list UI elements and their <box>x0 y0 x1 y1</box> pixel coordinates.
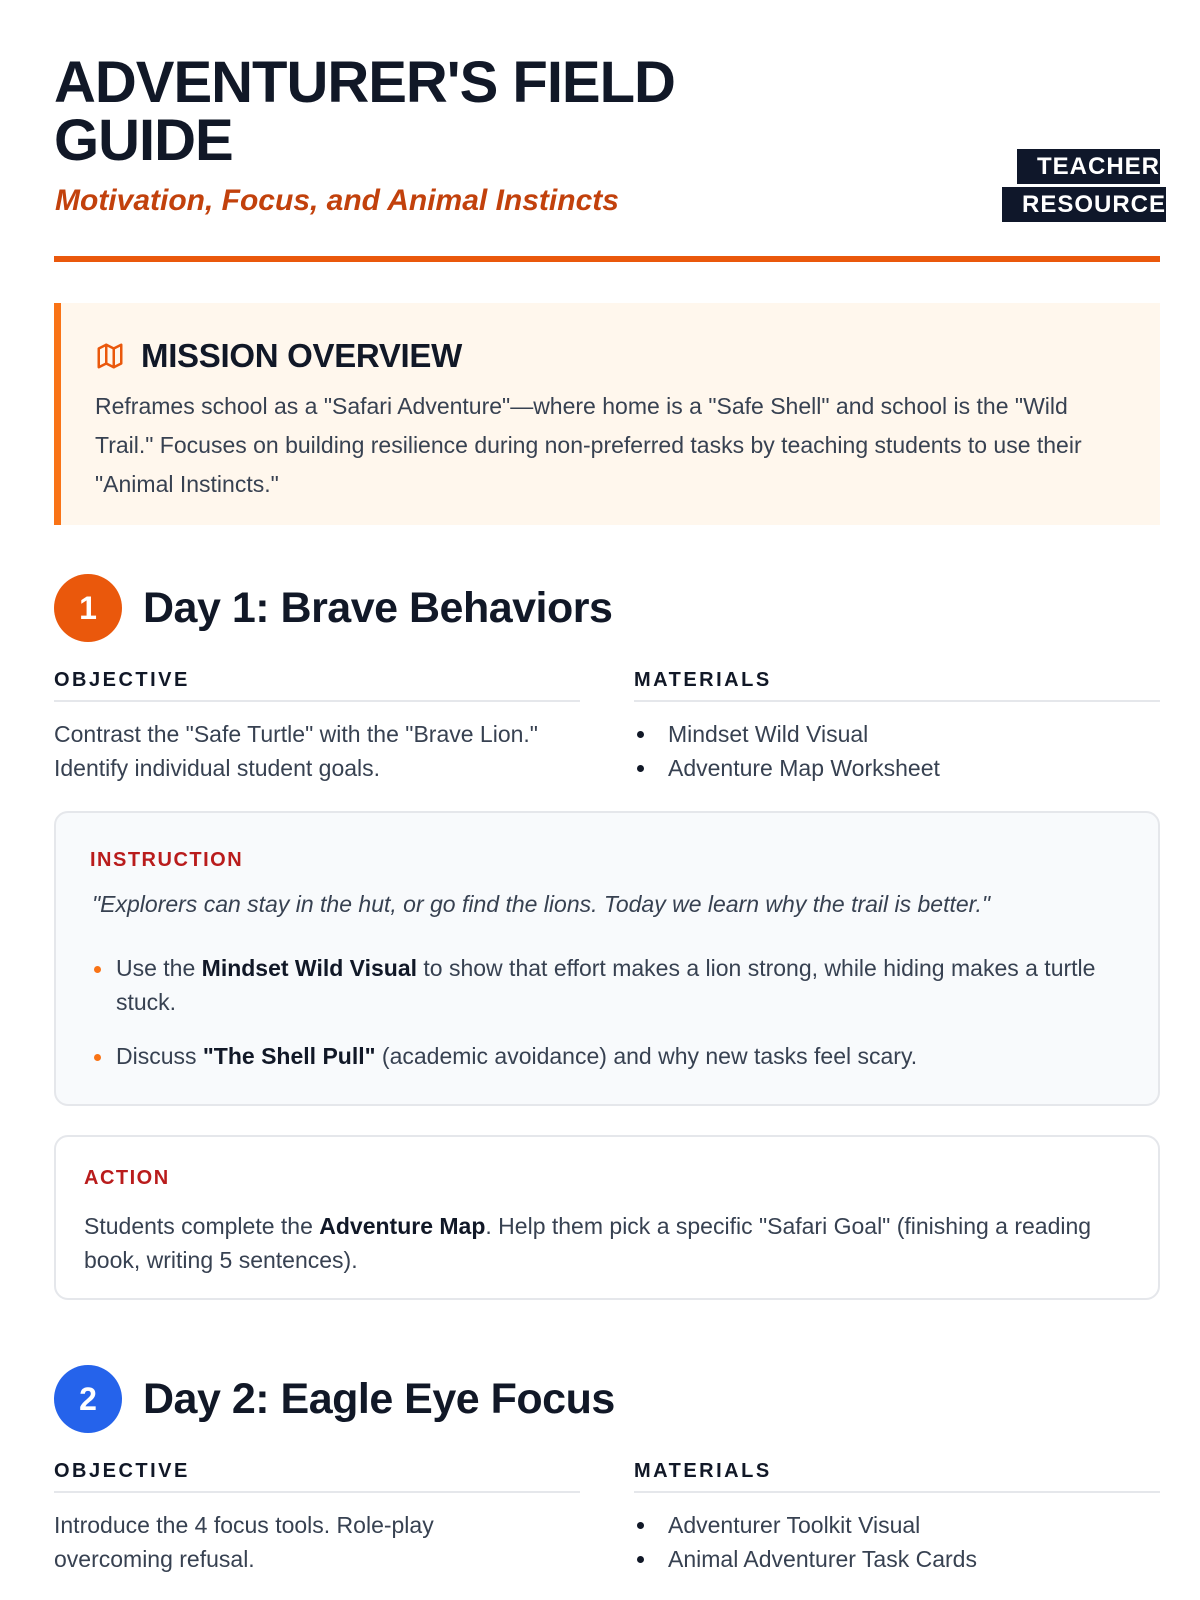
list-item: Adventure Map Worksheet <box>634 751 1160 785</box>
list-item: Use the Mindset Wild Visual to show that effort makes a lion strong, while hiding makes a turtle stuck. <box>92 951 1132 1019</box>
day-1-objective-text: Contrast the "Safe Turtle" with the "Brave Lion." Identify individual student goals. <box>54 721 538 781</box>
day-1-materials-label: MATERIALS <box>634 669 1160 702</box>
day-1-heading <box>54 574 612 642</box>
day-1-action-box <box>54 1135 1160 1300</box>
day-2-heading <box>54 1365 615 1433</box>
map-icon <box>95 341 125 371</box>
list-item: Adventurer Toolkit Visual <box>634 1508 1160 1542</box>
day-2-number-badge: 2 <box>54 1365 122 1433</box>
day-1-materials-list <box>634 717 1160 785</box>
day-1-objective-label: OBJECTIVE <box>54 669 580 702</box>
header-divider <box>54 256 1160 262</box>
teacher-resource-badge: TEACHER RESOURCE <box>1002 148 1160 224</box>
list-item: Discuss "The Shell Pull" (academic avoidance) and why new tasks feel scary. <box>92 1039 1132 1073</box>
action-text: Students complete the Adventure Map. Help them pick a specific "Safari Goal" (finishing a reading book, writing 5 sentences). <box>84 1213 1092 1273</box>
mission-overview-panel <box>54 303 1160 525</box>
day-2-materials-list <box>634 1508 1160 1576</box>
mission-heading <box>95 337 462 375</box>
mission-title: MISSION OVERVIEW <box>141 337 462 374</box>
instruction-label: INSTRUCTION <box>90 849 244 871</box>
page-subtitle: Motivation, Focus, and Animal Instincts <box>55 184 619 217</box>
day-1-number-badge: 1 <box>54 574 122 642</box>
action-label: ACTION <box>84 1167 170 1189</box>
mission-text: Reframes school as a "Safari Adventure"—where home is a "Safe Shell" and school is the "Wild Trail." Focuses on building resilience during non-preferred tasks by teaching students to use their "Animal Instincts." <box>95 393 1082 497</box>
day-2-objective-text: Introduce the 4 focus tools. Role-play overcoming refusal. <box>54 1512 434 1572</box>
instruction-quote: "Explorers can stay in the hut, or go find the lions. Today we learn why the trail is better." <box>92 891 991 917</box>
instruction-list <box>92 951 1132 1093</box>
day-1-instruction-box <box>54 811 1160 1106</box>
day-2-materials-label: MATERIALS <box>634 1460 1160 1493</box>
day-2-objective-label: OBJECTIVE <box>54 1460 580 1493</box>
list-item: Animal Adventurer Task Cards <box>634 1542 1160 1576</box>
page-title: ADVENTURER'S FIELD GUIDE <box>54 50 675 173</box>
list-item: Mindset Wild Visual <box>634 717 1160 751</box>
day-2-title: Day 2: Eagle Eye Focus <box>143 1374 615 1423</box>
day-1-title: Day 1: Brave Behaviors <box>143 583 613 632</box>
